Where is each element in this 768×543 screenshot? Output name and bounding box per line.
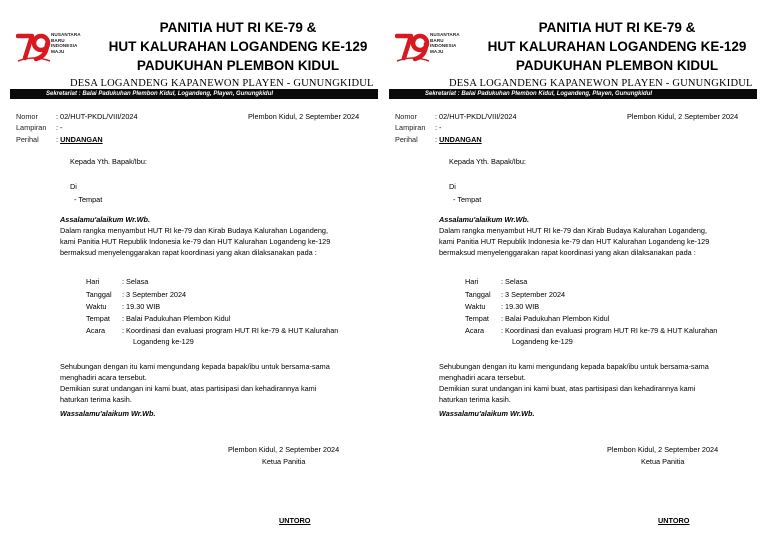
recipient-di: Di (449, 182, 456, 191)
perihal-label: Perihal (395, 135, 418, 144)
logo-line: BARU (430, 37, 444, 43)
salam-opening: Assalamu'alaikum Wr.Wb. (439, 215, 530, 224)
recipient-tempat: - Tempat (74, 195, 103, 204)
logo-line: MAJU (430, 48, 444, 54)
detail-tanggal-label: Tanggal (86, 290, 112, 299)
detail-waktu-value: : 19.30 WIB (122, 302, 161, 311)
perihal-colon: : (56, 135, 59, 144)
perihal-value (435, 135, 482, 144)
header-desa: DESA LOGANDENG KAPANEWON PLAYEN - GUNUNGKIDUL (70, 78, 374, 89)
signature-name: UNTORO (658, 516, 690, 525)
lampiran-value: : - (435, 123, 442, 132)
signature-date: Plembon Kidul, 2 September 2024 (607, 445, 719, 454)
salam-opening: Assalamu'alaikum Wr.Wb. (60, 215, 151, 224)
logo (16, 28, 98, 64)
detail-acara-value: : Koordinasi dan evaluasi program HUT RI ke-79 & HUT Kalurahan (501, 326, 718, 335)
closing-paragraph (60, 361, 382, 405)
intro-line: Dalam rangka menyambut HUT RI ke-79 dan Kirab Budaya Kalurahan Logandeng, (60, 226, 328, 235)
sekretariat-bar: Sekretariat : Balai Padukuhan Plembon Kidul, Logandeng, Playen, Gunungkidul (389, 89, 757, 99)
signature-name: UNTORO (279, 516, 311, 525)
header-title-line-2: HUT KALURAHAN LOGANDENG KE-129 (487, 39, 747, 54)
recipient-kepada: Kepada Yth. Bapak/Ibu: (70, 157, 147, 166)
salam-closing: Wassalamu'alaikum Wr.Wb. (60, 409, 156, 418)
lampiran-label: Lampiran (395, 123, 426, 132)
logo-number: 79 (16, 28, 18, 29)
detail-tempat-value: : Balai Padukuhan Plembon Kidul (501, 314, 610, 323)
recipient-di: Di (70, 182, 77, 191)
header-title-line-3: PADUKUHAN PLEMBON KIDUL (515, 58, 719, 73)
closing-line: Sehubungan dengan itu kami mengundang kepada bapak/ibu untuk bersama-sama (60, 362, 330, 371)
perihal-undangan: UNDANGAN (60, 135, 103, 144)
logo-line: INDONESIA (51, 43, 78, 49)
intro-line: bermaksud menyelenggarakan rapat koordinasi yang akan dilaksanakan pada : (60, 248, 317, 257)
logo-line: INDONESIA (430, 43, 457, 49)
detail-acara-label: Acara (86, 326, 106, 335)
logo-text (51, 32, 81, 54)
closing-line: haturkan terima kasih. (439, 395, 511, 404)
perihal-undangan: UNDANGAN (439, 135, 482, 144)
logo-number: 79 (395, 28, 397, 29)
detail-acara-value-cont: Logandeng ke-129 (133, 337, 194, 346)
detail-tanggal-value: : 3 September 2024 (122, 290, 187, 299)
intro-line: Dalam rangka menyambut HUT RI ke-79 dan Kirab Budaya Kalurahan Logandeng, (439, 226, 707, 235)
closing-line: menghadiri acara tersebut. (60, 373, 147, 382)
nomor-label: Nomor (395, 112, 417, 121)
detail-waktu-label: Waktu (465, 302, 486, 311)
header-title-line-1: PANITIA HUT RI KE-79 & (538, 20, 696, 35)
recipient-kepada: Kepada Yth. Bapak/Ibu: (449, 157, 526, 166)
detail-tempat-value: : Balai Padukuhan Plembon Kidul (122, 314, 231, 323)
header-title-line-1: PANITIA HUT RI KE-79 & (159, 20, 317, 35)
lampiran-value: : - (56, 123, 63, 132)
closing-line: Demikian surat undangan ini kami buat, atas partisipasi dan kehadirannya kami (439, 384, 696, 393)
logo-text (430, 32, 460, 54)
sekretariat-bar: Sekretariat : Balai Padukuhan Plembon Kidul, Logandeng, Playen, Gunungkidul (10, 89, 378, 99)
header-title-line-2: HUT KALURAHAN LOGANDENG KE-129 (108, 39, 368, 54)
header-desa: DESA LOGANDENG KAPANEWON PLAYEN - GUNUNGKIDUL (449, 78, 753, 89)
header-title-line-3: PADUKUHAN PLEMBON KIDUL (136, 58, 340, 73)
signature-date: Plembon Kidul, 2 September 2024 (228, 445, 340, 454)
lampiran-label: Lampiran (16, 123, 47, 132)
intro-line: kami Panitia HUT Republik Indonesia ke-79 dan HUT Kalurahan Logandeng ke-129 (439, 237, 710, 246)
hut-79-logo-icon (395, 28, 431, 64)
logo (395, 28, 477, 64)
letter-date: Plembon Kidul, 2 September 2024 (627, 112, 739, 121)
intro-line: bermaksud menyelenggarakan rapat koordinasi yang akan dilaksanakan pada : (439, 248, 696, 257)
nomor-label: Nomor (16, 112, 38, 121)
closing-line: Demikian surat undangan ini kami buat, atas partisipasi dan kehadirannya kami (60, 384, 317, 393)
detail-acara-value-cont: Logandeng ke-129 (512, 337, 573, 346)
letter-page-right (389, 0, 764, 543)
detail-waktu-value: : 19.30 WIB (501, 302, 540, 311)
closing-paragraph (439, 361, 761, 405)
logo-line: NUSANTARA (430, 32, 460, 37)
salam-closing: Wassalamu'alaikum Wr.Wb. (439, 409, 535, 418)
detail-tanggal-value: : 3 September 2024 (501, 290, 566, 299)
closing-line: haturkan terima kasih. (60, 395, 132, 404)
logo-line: BARU (51, 37, 65, 43)
nomor-value: : 02/HUT-PKDL/VIII/2024 (56, 112, 138, 121)
closing-line: menghadiri acara tersebut. (439, 373, 526, 382)
detail-acara-value: : Koordinasi dan evaluasi program HUT RI ke-79 & HUT Kalurahan (122, 326, 339, 335)
perihal-value (56, 135, 103, 144)
intro-paragraph (439, 225, 761, 258)
signature-role: Ketua Panitia (641, 457, 685, 466)
logo-line: NUSANTARA (51, 32, 81, 37)
detail-hari-label: Hari (465, 277, 479, 286)
detail-hari-value: : Selasa (122, 277, 149, 286)
letter-page-left (10, 0, 385, 543)
detail-tempat-label: Tempat (86, 314, 110, 323)
intro-line: kami Panitia HUT Republik Indonesia ke-79 dan HUT Kalurahan Logandeng ke-129 (60, 237, 331, 246)
perihal-colon: : (435, 135, 438, 144)
detail-hari-label: Hari (86, 277, 100, 286)
closing-line: Sehubungan dengan itu kami mengundang kepada bapak/ibu untuk bersama-sama (439, 362, 709, 371)
logo-line: MAJU (51, 48, 65, 54)
intro-paragraph (60, 225, 382, 258)
nomor-value: : 02/HUT-PKDL/VIII/2024 (435, 112, 517, 121)
detail-waktu-label: Waktu (86, 302, 107, 311)
detail-hari-value: : Selasa (501, 277, 528, 286)
recipient-tempat: - Tempat (453, 195, 482, 204)
signature-role: Ketua Panitia (262, 457, 306, 466)
detail-tanggal-label: Tanggal (465, 290, 491, 299)
letter-date: Plembon Kidul, 2 September 2024 (248, 112, 360, 121)
detail-acara-label: Acara (465, 326, 485, 335)
detail-tempat-label: Tempat (465, 314, 489, 323)
perihal-label: Perihal (16, 135, 39, 144)
hut-79-logo-icon (16, 28, 52, 64)
